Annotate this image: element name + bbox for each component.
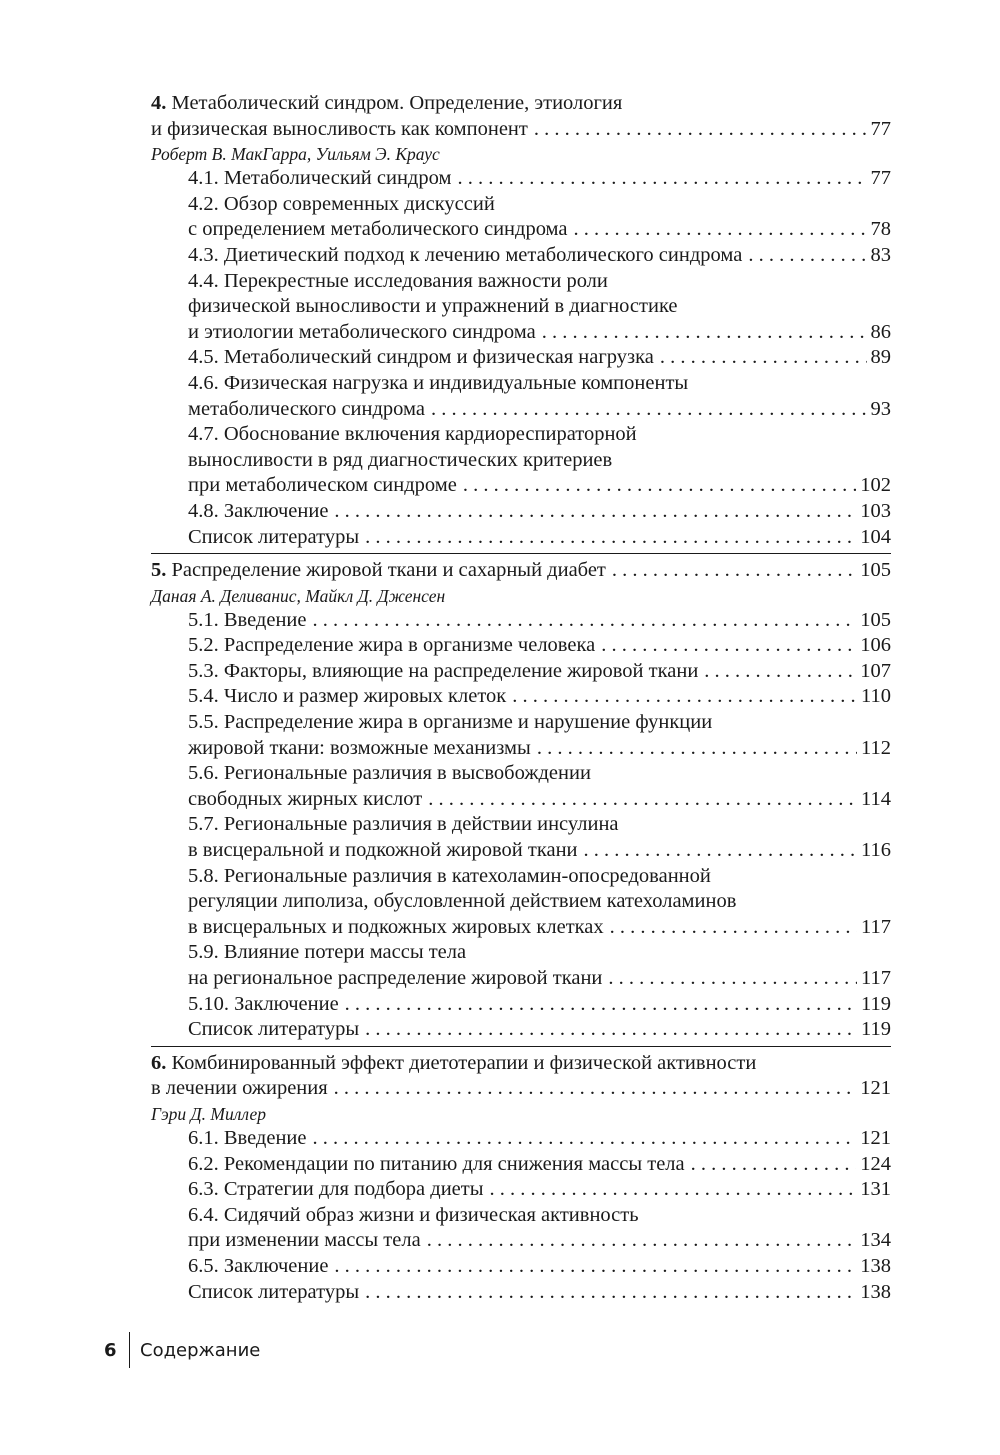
toc-entry bbox=[151, 812, 891, 838]
dot-leader bbox=[457, 166, 866, 192]
toc-entry bbox=[151, 243, 891, 269]
toc-entry bbox=[151, 608, 891, 634]
toc-entry bbox=[151, 525, 891, 551]
dot-leader bbox=[537, 736, 857, 762]
entry-title: 4.8. Заключение bbox=[188, 499, 329, 522]
page-number: 119 bbox=[861, 992, 891, 1015]
page-number: 77 bbox=[870, 167, 891, 190]
page-number: 112 bbox=[861, 736, 891, 759]
page-number: 107 bbox=[860, 659, 891, 682]
chapter-authors: Гэри Д. Миллер bbox=[151, 1103, 266, 1124]
dot-leader bbox=[313, 608, 857, 634]
page-number: 138 bbox=[860, 1280, 891, 1303]
page-number: 86 bbox=[870, 320, 891, 343]
toc-entry bbox=[151, 269, 891, 295]
running-title: Содержание bbox=[140, 1339, 261, 1361]
dot-leader bbox=[584, 838, 857, 864]
page-number: 116 bbox=[861, 839, 891, 862]
page-number: 104 bbox=[860, 525, 891, 548]
toc-entry bbox=[151, 889, 891, 915]
page-number: 117 bbox=[861, 915, 891, 938]
dot-leader bbox=[691, 1152, 857, 1178]
entry-title: с определением метаболического синдрома bbox=[188, 218, 568, 241]
page-number: 124 bbox=[860, 1152, 891, 1175]
dot-leader bbox=[463, 473, 856, 499]
chapter-title-line bbox=[151, 1051, 891, 1077]
entry-title: 6.2. Рекомендации по питанию для снижения массы тела bbox=[188, 1152, 685, 1175]
page-number: 78 bbox=[870, 218, 891, 241]
toc-entry bbox=[151, 684, 891, 710]
toc-entry bbox=[151, 787, 891, 813]
entry-title: 5.6. Региональные различия в высвобождении bbox=[188, 762, 591, 785]
toc-entry bbox=[151, 1280, 891, 1306]
entry-title: Список литературы bbox=[188, 1280, 360, 1303]
toc-entry bbox=[151, 345, 891, 371]
dot-leader bbox=[612, 558, 856, 584]
toc-entry bbox=[151, 166, 891, 192]
chapter-authors: Даная А. Деливанис, Майкл Д. Дженсен bbox=[151, 585, 446, 606]
entry-title: физической выносливости и упражнений в диагностике bbox=[188, 295, 678, 318]
entry-title: 5.7. Региональные различия в действии инсулина bbox=[188, 813, 619, 836]
entry-title: на региональное распределение жировой ткани bbox=[188, 967, 603, 989]
dot-leader bbox=[345, 992, 857, 1018]
dot-leader bbox=[334, 1076, 857, 1102]
dot-leader bbox=[365, 1280, 856, 1306]
entry-title: в висцеральных и подкожных жировых клетках bbox=[188, 915, 604, 938]
chapter-divider bbox=[151, 553, 891, 554]
toc-entry bbox=[151, 761, 891, 787]
entry-title: 4.5. Метаболический синдром и физическая нагрузка bbox=[188, 346, 654, 369]
entry-title: 6.4. Сидячий образ жизни и физическая активность bbox=[188, 1203, 639, 1226]
chapter-title: в лечении ожирения bbox=[151, 1077, 328, 1100]
page-number: 138 bbox=[860, 1254, 891, 1277]
chapter-title-line bbox=[151, 91, 891, 117]
dot-leader bbox=[428, 787, 857, 813]
chapter-title: Распределение жировой ткани и сахарный диабет bbox=[171, 559, 606, 582]
toc-entry bbox=[151, 397, 891, 423]
chapter-6 bbox=[151, 1051, 891, 1305]
dot-leader bbox=[542, 320, 867, 346]
toc-entry bbox=[151, 966, 891, 992]
toc-entry bbox=[151, 659, 891, 685]
entry-title: метаболического синдрома bbox=[188, 397, 425, 420]
chapter-title: Метаболический синдром. Определение, этиология bbox=[171, 92, 623, 114]
entry-title: 4.7. Обоснование включения кардиореспираторной bbox=[188, 423, 637, 446]
toc-entry bbox=[151, 1177, 891, 1203]
footer-page-number: 6 bbox=[104, 1339, 117, 1361]
entry-title: при изменении массы тела bbox=[188, 1229, 421, 1252]
toc-entry bbox=[151, 217, 891, 243]
dot-leader bbox=[334, 499, 856, 525]
toc-entry bbox=[151, 448, 891, 474]
toc-entry bbox=[151, 473, 891, 499]
entry-title: 6.3. Стратегии для подбора диеты bbox=[188, 1178, 484, 1201]
toc-entry bbox=[151, 992, 891, 1018]
toc-entry bbox=[151, 838, 891, 864]
entry-title: при метаболическом синдроме bbox=[188, 474, 457, 497]
chapter-authors: Роберт В. МакГарра, Уильям Э. Краус bbox=[151, 144, 440, 165]
toc-entry bbox=[151, 1228, 891, 1254]
chapter-number: 5. bbox=[151, 559, 167, 582]
dot-leader bbox=[427, 1228, 857, 1254]
dot-leader bbox=[608, 966, 857, 992]
dot-leader bbox=[512, 684, 857, 710]
page-number: 121 bbox=[860, 1077, 891, 1100]
entry-title: регуляции липолиза, обусловленной действием катехоламинов bbox=[188, 890, 737, 913]
chapter-title-line bbox=[151, 117, 891, 143]
toc-entry bbox=[151, 1254, 891, 1280]
entry-title: 5.9. Влияние потери массы тела bbox=[188, 941, 467, 964]
chapter-number: 6. bbox=[151, 1051, 167, 1074]
entry-title: 5.4. Число и размер жировых клеток bbox=[188, 685, 507, 708]
toc-entry bbox=[151, 915, 891, 941]
page-number: 102 bbox=[860, 474, 891, 497]
entry-title: 5.5. Распределение жира в организме и нарушение функции bbox=[188, 711, 713, 734]
entry-title: 5.2. Распределение жира в организме человека bbox=[188, 634, 596, 657]
chapter-divider bbox=[151, 1046, 891, 1047]
page-number: 106 bbox=[860, 634, 891, 657]
page-number: 93 bbox=[870, 397, 891, 420]
toc-entry bbox=[151, 864, 891, 890]
chapter-title-line bbox=[151, 558, 891, 584]
page-footer bbox=[104, 1332, 260, 1368]
toc-entry bbox=[151, 1126, 891, 1152]
dot-leader bbox=[431, 397, 867, 423]
toc-entry bbox=[151, 499, 891, 525]
dot-leader bbox=[534, 117, 867, 143]
dot-leader bbox=[601, 633, 856, 659]
entry-title: в висцеральной и подкожной жировой ткани bbox=[188, 839, 578, 862]
toc-entry bbox=[151, 294, 891, 320]
entry-title: 6.1. Введение bbox=[188, 1126, 307, 1149]
dot-leader bbox=[660, 345, 867, 371]
entry-title: 5.3. Факторы, влияющие на распределение жировой ткани bbox=[188, 659, 699, 682]
toc-entry bbox=[151, 422, 891, 448]
page-number: 119 bbox=[861, 1018, 891, 1041]
dot-leader bbox=[610, 915, 857, 941]
entry-title: выносливости в ряд диагностических критериев bbox=[188, 448, 613, 471]
footer-divider bbox=[129, 1332, 131, 1368]
entry-title: 4.6. Физическая нагрузка и индивидуальные компоненты bbox=[188, 371, 689, 394]
entry-title: 4.2. Обзор современных дискуссий bbox=[188, 192, 495, 215]
chapter-title: Комбинированный эффект диетотерапии и физической активности bbox=[171, 1051, 757, 1074]
toc-entry bbox=[151, 736, 891, 762]
chapter-title-line bbox=[151, 1076, 891, 1102]
toc-entry bbox=[151, 320, 891, 346]
table-of-contents bbox=[151, 91, 891, 1305]
page-number: 121 bbox=[860, 1126, 891, 1149]
entry-title: Список литературы bbox=[188, 525, 360, 548]
entry-title: свободных жирных кислот bbox=[188, 787, 423, 810]
entry-title: и этиологии метаболического синдрома bbox=[188, 320, 536, 343]
entry-title: жировой ткани: возможные механизмы bbox=[188, 736, 531, 759]
dot-leader bbox=[365, 1017, 857, 1043]
entry-title: 4.4. Перекрестные исследования важности роли bbox=[188, 269, 608, 292]
dot-leader bbox=[748, 243, 866, 269]
page-number: 105 bbox=[860, 559, 891, 582]
dot-leader bbox=[490, 1177, 857, 1203]
chapter-4 bbox=[151, 91, 891, 550]
toc-entry bbox=[151, 1017, 891, 1043]
toc-entry bbox=[151, 633, 891, 659]
chapter-5 bbox=[151, 558, 891, 1043]
toc-entry bbox=[151, 710, 891, 736]
page-number: 103 bbox=[860, 499, 891, 522]
page-number: 77 bbox=[870, 117, 891, 140]
page-number: 134 bbox=[860, 1229, 891, 1252]
entry-title: Список литературы bbox=[188, 1018, 360, 1041]
dot-leader bbox=[573, 217, 866, 243]
dot-leader bbox=[313, 1126, 857, 1152]
page-number: 117 bbox=[861, 967, 891, 989]
page-number: 131 bbox=[860, 1178, 891, 1201]
toc-entry bbox=[151, 371, 891, 397]
toc-entry bbox=[151, 1152, 891, 1178]
dot-leader bbox=[365, 525, 856, 551]
toc-entry bbox=[151, 192, 891, 218]
page-number: 83 bbox=[870, 243, 891, 266]
chapter-title: и физическая выносливость как компонент bbox=[151, 117, 528, 140]
entry-title: 4.1. Метаболический синдром bbox=[188, 167, 452, 190]
toc-entry bbox=[151, 940, 891, 966]
dot-leader bbox=[704, 659, 856, 685]
page-number: 110 bbox=[861, 685, 891, 708]
page-number: 114 bbox=[861, 787, 891, 810]
entry-title: 5.10. Заключение bbox=[188, 992, 339, 1015]
chapter-number: 4. bbox=[151, 92, 167, 114]
entry-title: 6.5. Заключение bbox=[188, 1254, 329, 1277]
dot-leader bbox=[334, 1254, 856, 1280]
page-number: 105 bbox=[860, 608, 891, 631]
entry-title: 5.8. Региональные различия в катехоламин-опосредованной bbox=[188, 864, 711, 887]
toc-entry bbox=[151, 1203, 891, 1229]
entry-title: 4.3. Диетический подход к лечению метаболического синдрома bbox=[188, 243, 743, 266]
page-number: 89 bbox=[870, 346, 891, 369]
entry-title: 5.1. Введение bbox=[188, 608, 307, 631]
